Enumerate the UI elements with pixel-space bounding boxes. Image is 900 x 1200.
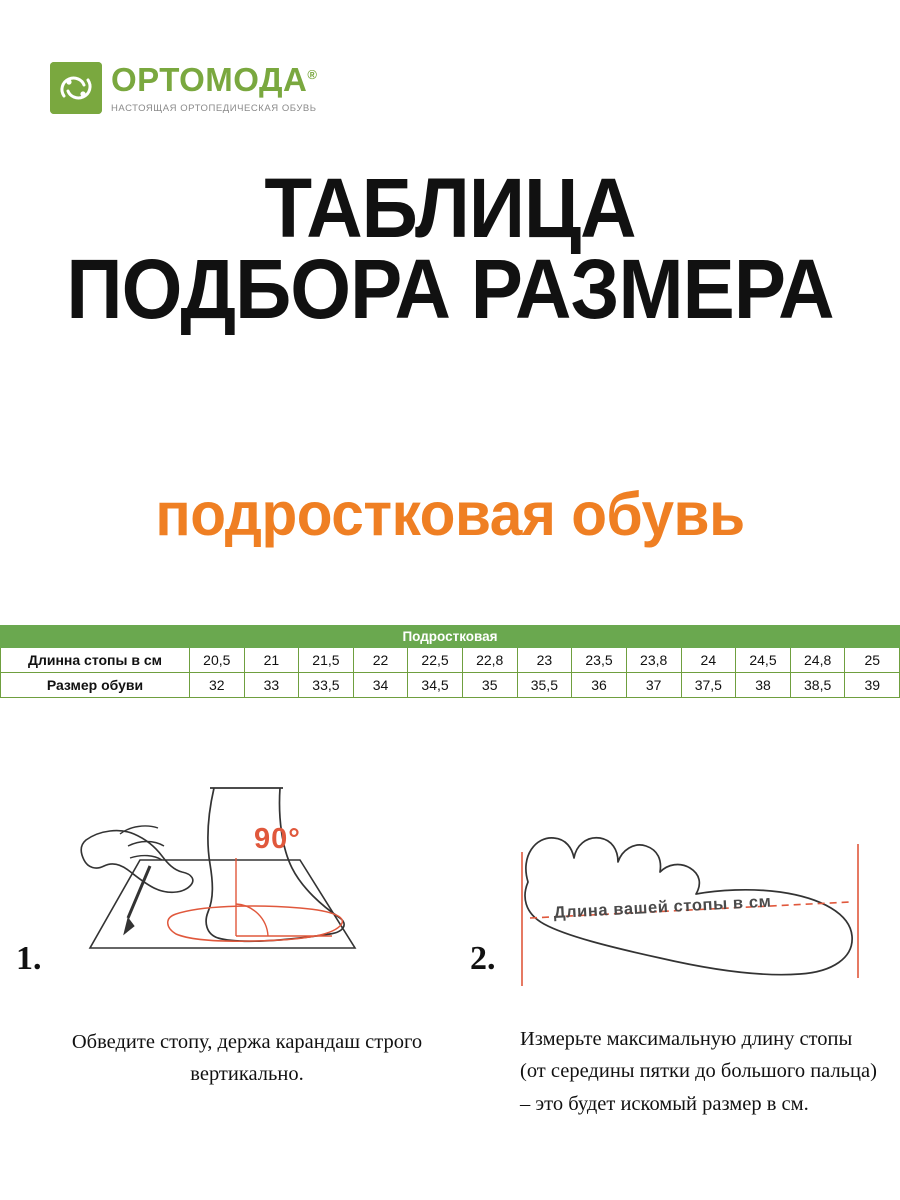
cell-foot-length: 21,5 xyxy=(299,648,354,673)
size-chart-table xyxy=(0,625,900,698)
table-row xyxy=(1,648,900,673)
brand-logo xyxy=(50,62,317,114)
cell-shoe-size: 35,5 xyxy=(517,673,572,698)
foot-outline-with-length-measure-icon xyxy=(450,790,900,1020)
page-title-line2: ПОДБОРА РАЗМЕРА xyxy=(66,242,834,337)
step-number-2: 2. xyxy=(470,940,496,977)
cell-foot-length: 22,8 xyxy=(462,648,517,673)
cell-shoe-size: 32 xyxy=(189,673,244,698)
measure-label: Длина вашей стопы в см xyxy=(553,892,772,922)
row-label-shoe-size: Размер обуви xyxy=(1,673,190,698)
cell-shoe-size: 39 xyxy=(845,673,900,698)
page-subtitle: подростковая обувь xyxy=(155,480,745,548)
table-row xyxy=(1,673,900,698)
page-title-line1: ТАБЛИЦА xyxy=(264,161,636,255)
brand-name xyxy=(111,63,317,96)
cell-shoe-size: 33 xyxy=(244,673,298,698)
cell-shoe-size: 33,5 xyxy=(299,673,354,698)
svg-text:90°: 90° xyxy=(254,823,301,855)
page-title xyxy=(32,161,869,337)
cell-foot-length: 24,8 xyxy=(790,648,845,673)
step-number-1: 1. xyxy=(16,940,42,977)
step-caption-1: Обведите стопу, держа карандаш строго вертикально. xyxy=(71,1031,423,1086)
registered-mark: ® xyxy=(307,67,318,82)
cell-foot-length: 20,5 xyxy=(189,648,244,673)
row-label-foot-length: Длинна стопы в см xyxy=(1,648,190,673)
brand-name-text: ОРТОМОДА xyxy=(111,61,308,98)
cell-shoe-size: 34 xyxy=(353,673,407,698)
cell-shoe-size: 35 xyxy=(462,673,517,698)
cell-foot-length: 22 xyxy=(353,648,407,673)
cell-foot-length: 25 xyxy=(845,648,900,673)
table-category-header: Подростковая xyxy=(1,626,900,648)
hand-tracing-foot-with-pencil-icon xyxy=(0,748,450,1018)
cell-foot-length: 23,5 xyxy=(572,648,627,673)
step-caption-2: Измерьте максимальную длину стопы (от середины пятки до большого пальца) – это будет искомый размер в см. xyxy=(520,1028,877,1115)
cell-foot-length: 23 xyxy=(517,648,572,673)
table-category-row xyxy=(1,626,900,648)
cell-shoe-size: 37,5 xyxy=(681,673,736,698)
cell-shoe-size: 37 xyxy=(626,673,681,698)
ortomoda-leaf-icon xyxy=(50,62,102,114)
cell-shoe-size: 38 xyxy=(736,673,791,698)
cell-foot-length: 23,8 xyxy=(626,648,681,673)
cell-shoe-size: 36 xyxy=(572,673,627,698)
cell-shoe-size: 34,5 xyxy=(408,673,463,698)
cell-shoe-size: 38,5 xyxy=(790,673,845,698)
cell-foot-length: 22,5 xyxy=(408,648,463,673)
cell-foot-length: 24 xyxy=(681,648,736,673)
cell-foot-length: 24,5 xyxy=(736,648,791,673)
brand-tagline: НАСТОЯЩАЯ ОРТОПЕДИЧЕСКАЯ ОБУВЬ xyxy=(111,103,317,114)
cell-foot-length: 21 xyxy=(244,648,298,673)
